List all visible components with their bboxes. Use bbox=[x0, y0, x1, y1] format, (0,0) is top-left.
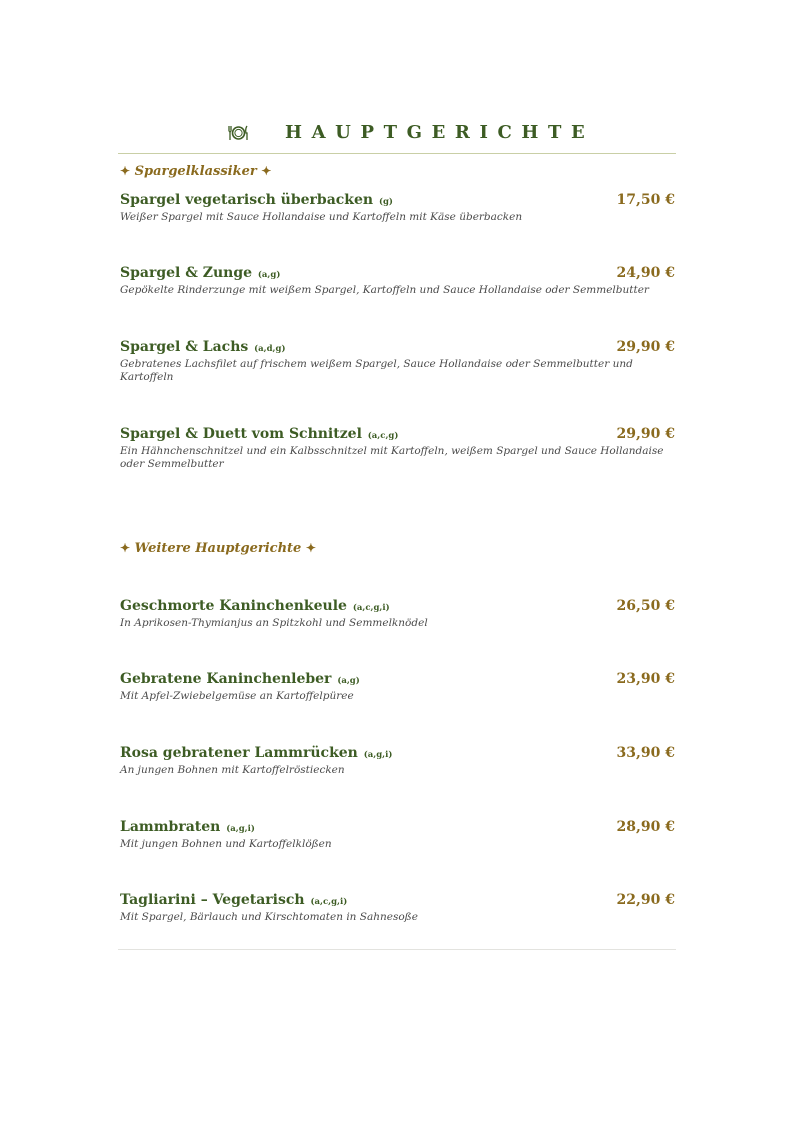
item-price: 29,90 € bbox=[616, 339, 675, 355]
item-description: Mit Spargel, Bärlauch und Kirschtomaten in Sahnesoße bbox=[120, 911, 418, 923]
item-price: 28,90 € bbox=[616, 819, 675, 835]
section-title-spargelklassiker: ✦ Spargelklassiker ✦ bbox=[120, 164, 272, 179]
item-allergens: (a,c,g,i) bbox=[352, 603, 390, 613]
item-allergens: (a,g,i) bbox=[226, 824, 255, 834]
item-name: Gebratene Kaninchenleber (a,g) bbox=[120, 671, 360, 687]
item-allergens: (a,g,i) bbox=[363, 750, 393, 760]
item-price: 24,90 € bbox=[616, 265, 675, 281]
menu-item bbox=[120, 425, 675, 471]
item-description: Gebratenes Lachsfilet auf frischem weißem Spargel, Sauce Hollandaise oder Semmelbutter und Kartoffeln bbox=[120, 358, 633, 383]
menu-item bbox=[120, 264, 675, 297]
item-allergens: (a,g) bbox=[257, 270, 281, 280]
item-price: 26,50 € bbox=[616, 598, 675, 614]
page-title: HAUPTGERICHTE bbox=[285, 122, 595, 143]
item-description: Gepökelte Rinderzunge mit weißem Spargel, Kartoffeln und Sauce Hollandaise oder Semmelbutter bbox=[120, 284, 649, 296]
menu-item bbox=[120, 191, 675, 224]
item-name: Spargel & Zunge (a,g) bbox=[120, 265, 281, 281]
sparkle-icon: ✦ bbox=[120, 541, 131, 555]
sparkle-icon: ✦ bbox=[120, 164, 131, 178]
item-description: An jungen Bohnen mit Kartoffelröstiecken bbox=[120, 764, 345, 776]
item-price: 29,90 € bbox=[616, 426, 675, 442]
item-price: 23,90 € bbox=[616, 671, 675, 687]
menu-item bbox=[120, 818, 675, 851]
item-allergens: (a,c,g) bbox=[367, 431, 399, 441]
menu-item bbox=[120, 744, 675, 777]
header-divider bbox=[118, 153, 676, 154]
item-description: Weißer Spargel mit Sauce Hollandaise und Kartoffeln mit Käse überbacken bbox=[120, 211, 523, 223]
item-allergens: (g) bbox=[378, 197, 393, 207]
item-price: 33,90 € bbox=[616, 745, 675, 761]
footer-divider bbox=[118, 949, 676, 950]
section-title-weitere-hauptgerichte: ✦ Weitere Hauptgerichte ✦ bbox=[120, 541, 316, 556]
item-price: 17,50 € bbox=[616, 192, 675, 208]
item-allergens: (a,c,g,i) bbox=[310, 897, 348, 907]
plate-cutlery-icon bbox=[228, 124, 248, 142]
menu-item bbox=[120, 597, 675, 630]
item-description: Ein Hähnchenschnitzel und ein Kalbsschnitzel mit Kartoffeln, weißem Spargel und Sauce Hollandaise oder Semmelbutter bbox=[120, 445, 664, 470]
item-name: Spargel & Lachs (a,d,g) bbox=[120, 339, 286, 355]
sparkle-icon: ✦ bbox=[261, 164, 272, 178]
menu-item bbox=[120, 338, 675, 384]
item-name: Spargel vegetarisch überbacken (g) bbox=[120, 192, 393, 208]
item-description: Mit jungen Bohnen und Kartoffelklößen bbox=[120, 838, 332, 850]
page-header bbox=[118, 120, 676, 150]
item-description: In Aprikosen-Thymianjus an Spitzkohl und Semmelknödel bbox=[120, 617, 428, 629]
item-name: Geschmorte Kaninchenkeule (a,c,g,i) bbox=[120, 598, 390, 614]
menu-item bbox=[120, 891, 675, 924]
item-name: Lammbraten (a,g,i) bbox=[120, 819, 255, 835]
item-name: Tagliarini – Vegetarisch (a,c,g,i) bbox=[120, 892, 348, 908]
menu-item bbox=[120, 670, 675, 703]
item-name: Rosa gebratener Lammrücken (a,g,i) bbox=[120, 745, 393, 761]
item-allergens: (a,d,g) bbox=[254, 344, 286, 354]
item-price: 22,90 € bbox=[616, 892, 675, 908]
item-description: Mit Apfel-Zwiebelgemüse an Kartoffelpüree bbox=[120, 690, 354, 702]
sparkle-icon: ✦ bbox=[305, 541, 316, 555]
item-name: Spargel & Duett vom Schnitzel (a,c,g) bbox=[120, 426, 399, 442]
item-allergens: (a,g) bbox=[337, 676, 360, 686]
